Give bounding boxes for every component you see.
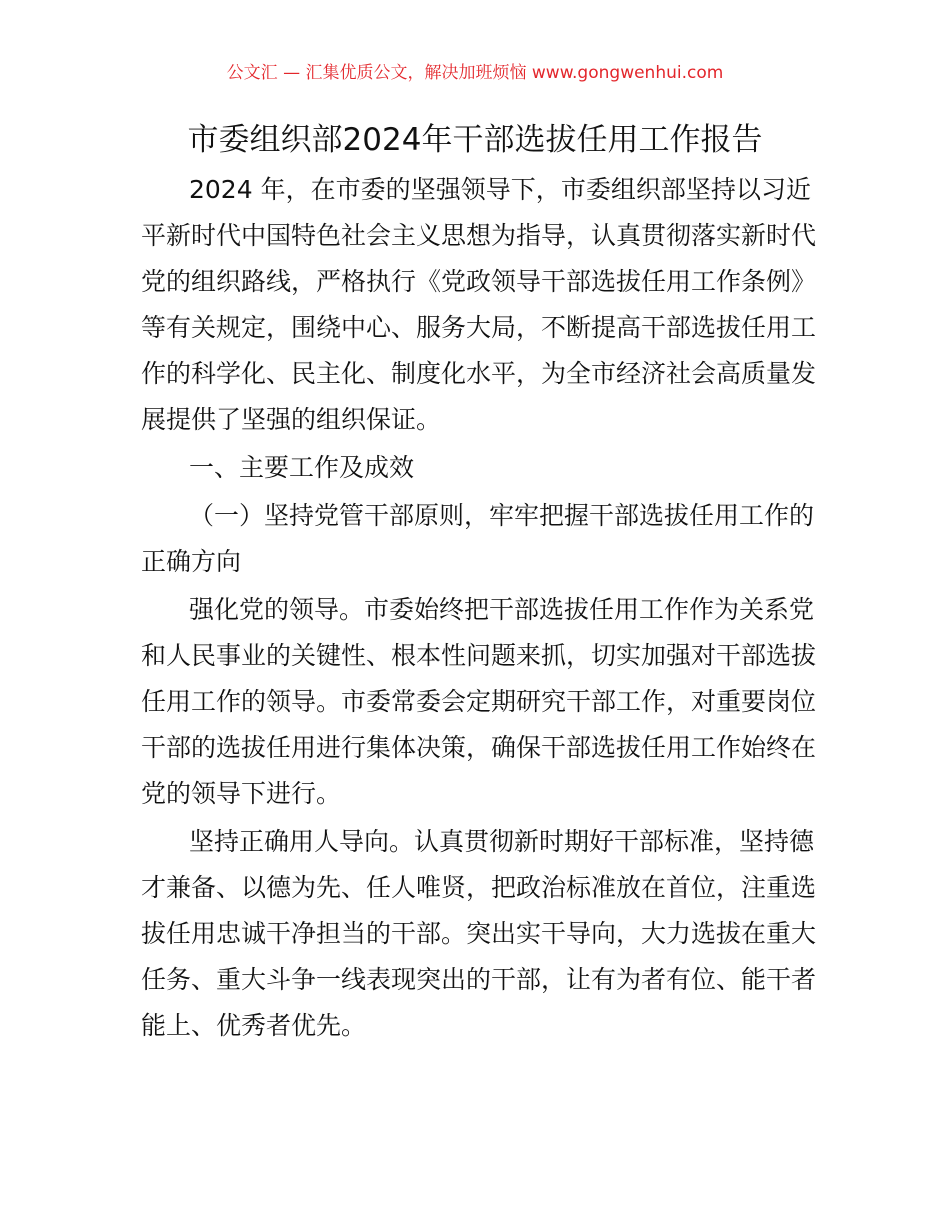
text-line: 强化党的领导。市委始终把干部选拔任用工作作为关系党: [189, 595, 815, 624]
text-line: 一、主要工作及成效: [189, 453, 415, 482]
text-line: 任用工作的领导。市委常委会定期研究干部工作，对重要岗位: [141, 687, 817, 716]
text-line: 党的领导下进行。: [141, 779, 342, 808]
document-title: 市委组织部2024年干部选拔任用工作报告: [187, 122, 763, 158]
text-line: 干部的选拔任用进行集体决策，确保干部选拔任用工作始终在: [141, 733, 817, 762]
text-line: 坚持正确用人导向。认真贯彻新时期好干部标准，坚持德: [189, 827, 815, 856]
text-line: 2024 年，在市委的坚强领导下，市委组织部坚持以习近: [189, 175, 811, 204]
text-line: 和人民事业的关键性、根本性问题来抓，切实加强对干部选拔: [141, 641, 817, 670]
subsection-heading: [141, 493, 815, 585]
text-line: 能上、优秀者优先。: [141, 1011, 367, 1040]
text-line: 任务、重大斗争一线表现突出的干部，让有为者有位、能干者: [141, 965, 817, 994]
text-line: 拔任用忠诚干净担当的干部。突出实干导向，大力选拔在重大: [141, 919, 817, 948]
text-line: 等有关规定，围绕中心、服务大局，不断提高干部选拔任用工: [141, 313, 817, 342]
text-line: 平新时代中国特色社会主义思想为指导，认真贯彻落实新时代: [141, 221, 817, 250]
paragraph: [141, 819, 817, 1049]
document-body: [141, 167, 817, 1051]
text-line: 正确方向: [141, 547, 242, 576]
paragraph: [141, 167, 817, 443]
text-line: 展提供了坚强的组织保证。: [141, 405, 442, 434]
text-line: 党的组织路线，严格执行《党政领导干部选拔任用工作条例》: [141, 267, 817, 296]
watermark-banner: 公文汇 — 汇集优质公文，解决加班烦恼 www.gongwenhui.com: [226, 63, 724, 83]
text-line: 才兼备、以德为先、任人唯贤，把政治标准放在首位，注重选: [141, 873, 817, 902]
section-heading: [141, 445, 811, 491]
text-line: （一）坚持党管干部原则，牢牢把握干部选拔任用工作的: [189, 501, 815, 530]
paragraph: [141, 587, 817, 817]
text-line: 作的科学化、民主化、制度化水平，为全市经济社会高质量发: [141, 359, 817, 388]
